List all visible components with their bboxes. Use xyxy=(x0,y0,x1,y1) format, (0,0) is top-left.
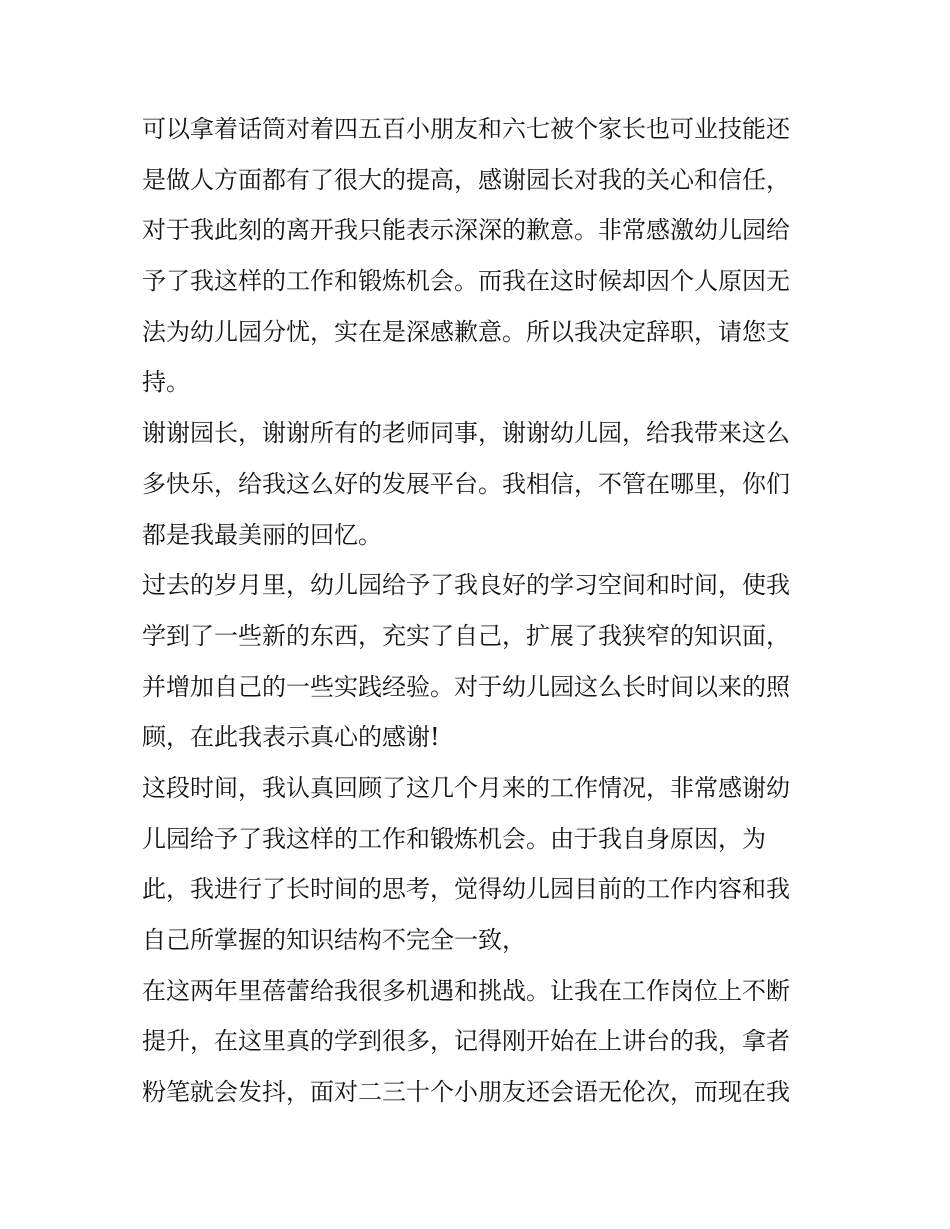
text-line: 都是我最美丽的回忆。 xyxy=(142,520,382,549)
text-line: 自己所掌握的知识结构不完全一致， xyxy=(142,926,526,954)
paragraph-4 xyxy=(142,763,814,966)
paragraph-2 xyxy=(142,408,814,560)
text-line: 提升，在这里真的学到很多，记得刚开始在上讲台的我，拿者 xyxy=(142,1027,790,1056)
text-line: 可以拿着话筒对着四五百小朋友和六七被个家长也可业技能还 xyxy=(142,115,790,143)
paragraph-5 xyxy=(142,966,814,1118)
text-line: 这段时间，我认真回顾了这几个月来的工作情况，非常感谢幼 xyxy=(142,773,790,802)
text-line: 顾，在此我表示真心的感谢! xyxy=(142,723,440,752)
text-line: 学到了一些新的东西，充实了自己，扩展了我狭窄的知识面， xyxy=(142,621,790,650)
text-line: 此，我进行了长时间的思考，觉得幼儿园目前的工作内容和我 xyxy=(142,875,790,904)
text-line: 多快乐，给我这么好的发展平台。我相信，不管在哪里，你们 xyxy=(142,469,790,498)
text-line: 儿园给予了我这样的工作和锻炼机会。由于我自身原因，为 xyxy=(142,824,766,853)
text-line: 并增加自己的一些实践经验。对于幼儿园这么长时间以来的照 xyxy=(142,672,790,701)
text-line: 粉笔就会发抖，面对二三十个小朋友还会语无伦次，而现在我 xyxy=(142,1078,790,1107)
text-line: 是做人方面都有了很大的提高，感谢园长对我的关心和信任， xyxy=(142,165,790,194)
text-line: 谢谢园长，谢谢所有的老师同事，谢谢幼儿园，给我带来这么 xyxy=(142,419,790,448)
text-line: 法为幼儿园分忧，实在是深感歉意。所以我决定辞职，请您支 xyxy=(142,317,790,346)
paragraph-1 xyxy=(142,104,814,408)
text-line: 对于我此刻的离开我只能表示深深的歉意。非常感激幼儿园给 xyxy=(142,216,790,245)
text-line: 过去的岁月里，幼儿园给予了我良好的学习空间和时间，使我 xyxy=(142,571,790,600)
text-line: 持。 xyxy=(142,368,190,397)
document-body xyxy=(142,104,814,1118)
text-line: 予了我这样的工作和锻炼机会。而我在这时候却因个人原因无 xyxy=(142,267,790,296)
text-line: 在这两年里蓓蕾给我很多机遇和挑战。让我在工作岗位上不断 xyxy=(142,976,790,1005)
paragraph-3 xyxy=(142,560,814,763)
